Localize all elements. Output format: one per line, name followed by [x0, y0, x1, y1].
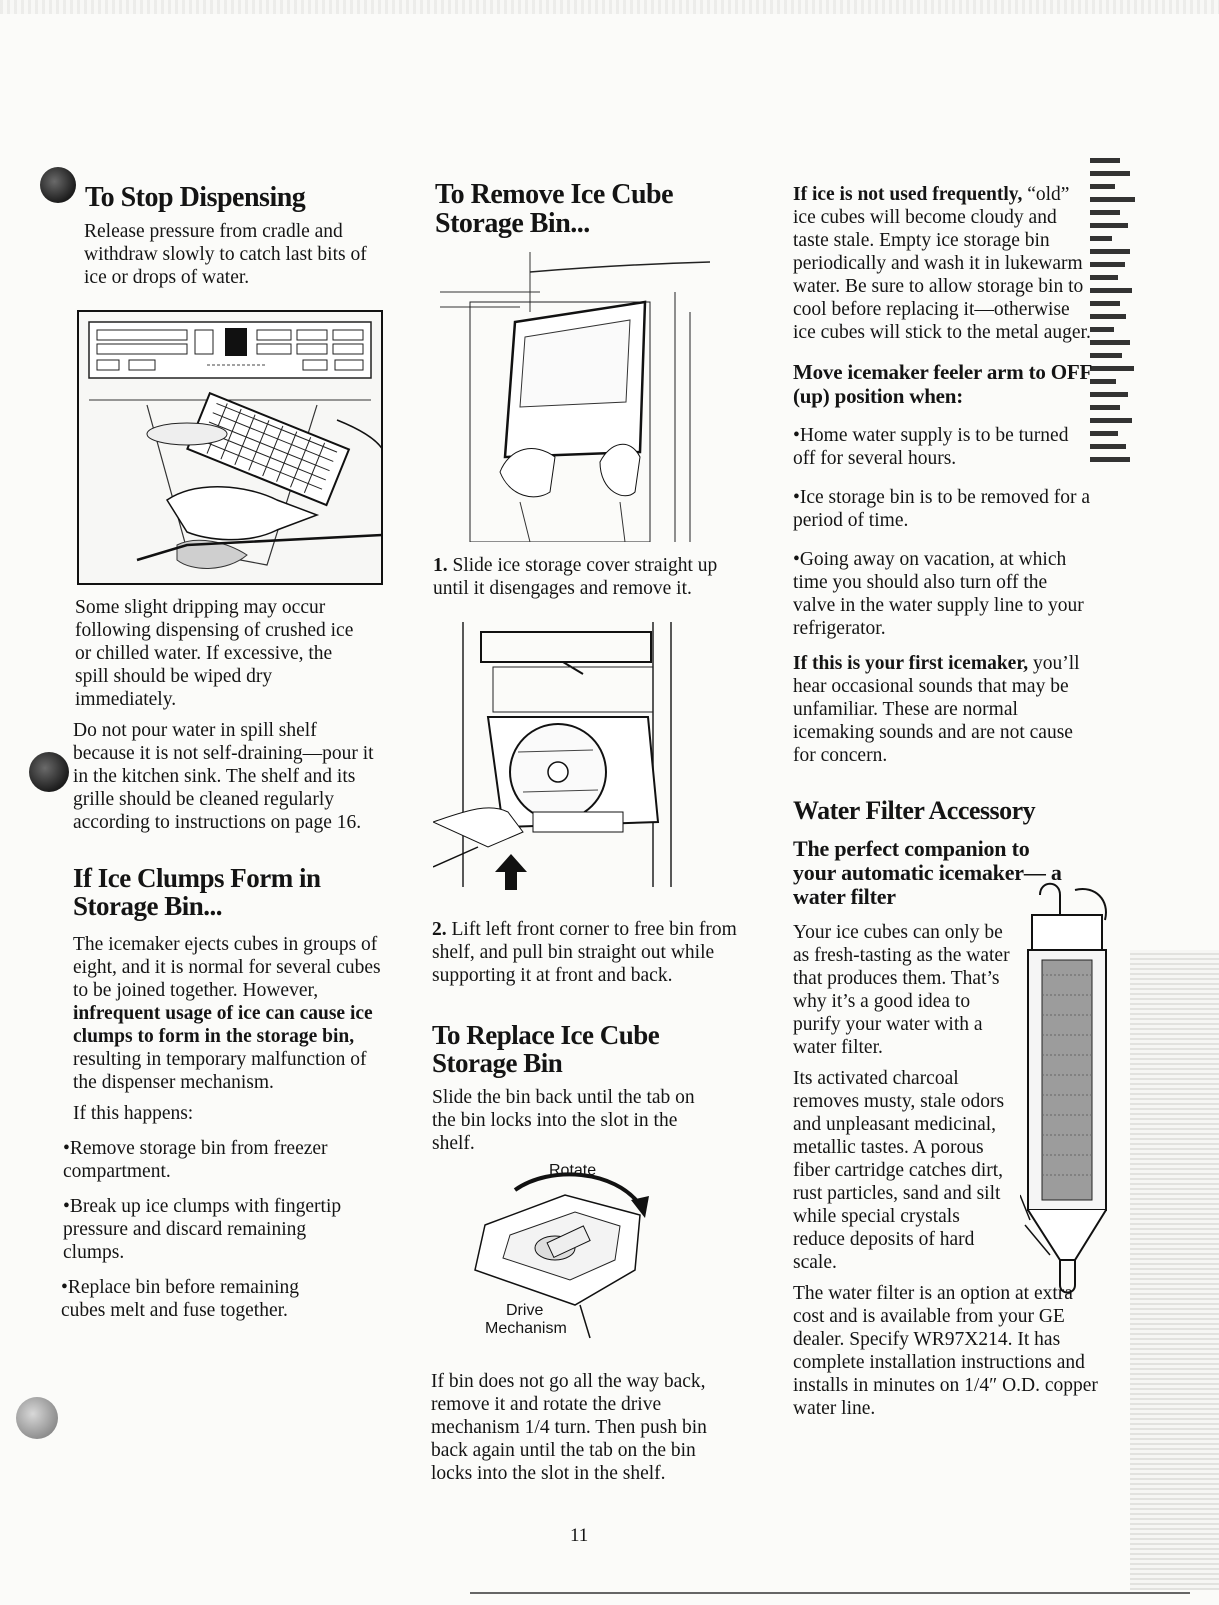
step-1-text — [433, 554, 733, 600]
if-this-happens: If this happens: — [73, 1102, 194, 1124]
water-filter-heading: Water Filter Accessory — [793, 796, 1036, 826]
drive-label: Drive — [506, 1302, 544, 1319]
page-number: 11 — [570, 1525, 589, 1546]
column-middle — [435, 180, 695, 239]
drive-mechanism-diagram — [455, 1160, 665, 1340]
dispenser-illustration — [77, 310, 383, 585]
first-icemaker-body: you’ll hear occasional sounds that may be unfamiliar. These are normal icemaking sounds and are not cause for concern. — [793, 653, 1080, 767]
spill-shelf-text: Do not pour water in spill shelf because it is not self-draining—pour it in the kitchen sink. The shelf and its grille should be cleaned regularly according to instructions on page 16. — [73, 720, 374, 833]
column-left — [70, 183, 390, 289]
not-all-the-way-block — [431, 1370, 741, 1485]
bullet-dot-mark — [29, 752, 69, 792]
ice-clumps-heading: If Ice Clumps Form in Storage Bin... — [73, 863, 321, 922]
off-bullet-1: • Home water supply is to be turned off for several hours. — [793, 424, 1093, 470]
step-1 — [433, 554, 733, 600]
first-icemaker-bold: If this is your first icemaker, — [793, 653, 1029, 675]
stop-dispensing-text: Release pressure from cradle and withdraw slowly to catch last bits of ice or drops of water. — [84, 221, 367, 289]
drive-mechanism-drawing — [455, 1160, 665, 1340]
first-icemaker-text — [793, 652, 1093, 767]
step-1-number: 1. — [433, 555, 448, 576]
column-left-lower — [61, 596, 383, 1322]
step-2-number: 2. — [432, 919, 447, 940]
replace-bin-heading: To Replace Ice Cube Storage Bin — [432, 1020, 660, 1079]
clumps-bullet-2: • Break up ice clumps with fingertip pressure and discard remaining clumps. — [63, 1195, 368, 1264]
infrequent-use-body: “old” ice cubes will become cloudy and taste stale. Empty ice storage bin periodically and wash it in lukewarm water. Be sure to allow storage bin to cool before replacing it—otherwise ice cubes will stick to the metal auger. — [793, 184, 1091, 343]
stop-dispensing-heading: To Stop Dispensing — [85, 182, 306, 213]
step-2-body: Lift left front corner to free bin from shelf, and pull bin straight out while supporting it at front and back. — [432, 919, 737, 986]
lift-bin-illustration — [433, 622, 703, 907]
infrequent-use-text — [793, 183, 1093, 344]
mechanism-label: Mechanism — [485, 1320, 567, 1337]
ice-clumps-text — [73, 933, 383, 1094]
dripping-text: Some slight dripping may occur following dispensing of crushed ice or chilled water. If excessive, the spill should be wiped dry immediately. — [75, 597, 354, 710]
scan-bottom-line — [470, 1592, 1190, 1594]
step-2-text — [432, 918, 742, 987]
remove-bin-heading: To Remove Ice Cube Storage Bin... — [435, 179, 674, 240]
water-filter-text-3: The water filter is an option at extra cost and is available from your GE dealer. Specify WR97X214. It has complete installation instructions and installs in minutes on 1/4″ O.D. copper water line. — [793, 1282, 1098, 1419]
clumps-bullet-1: • Remove storage bin from freezer compartment. — [63, 1137, 363, 1183]
step-1-body: Slide ice storage cover straight up until it disengages and remove it. — [433, 555, 718, 599]
feeler-arm-heading: Move icemaker feeler arm to OFF (up) position when: — [793, 360, 1092, 409]
infrequent-use-bold: If ice is not used frequently, — [793, 184, 1023, 205]
ice-clumps-text-bold: infrequent usage of ice can cause ice clumps to form in the storage bin, — [73, 1002, 373, 1047]
ice-clumps-text-b: resulting in temporary malfunction of the dispenser mechanism. — [73, 1048, 367, 1093]
scan-top-edge — [0, 0, 1219, 14]
water-filter-illustration — [1020, 875, 1115, 1295]
water-filter-text-2: Its activated charcoal removes musty, stale odors and unpleasant medicinal, metallic tastes. A porous fiber cartridge catches dirt, rust particles, sand and silt while special crystals reduce deposits of hard scale. — [793, 1067, 1005, 1273]
replace-bin-text: Slide the bin back until the tab on the bin locks into the slot in the shelf. — [432, 1086, 695, 1154]
remove-cover-illustration — [440, 252, 710, 542]
rotate-label: Rotate — [549, 1162, 597, 1179]
off-bullet-3: • Going away on vacation, at which time you should also turn off the valve in the water supply line to your refrigerator. — [793, 548, 1093, 640]
not-all-the-way-text: If bin does not go all the way back, remove it and rotate the drive mechanism 1/4 turn. Then push bin back again until the tab on the bin locks into the slot in the shelf. — [431, 1371, 707, 1484]
off-bullet-2: • Ice storage bin is to be removed for a period of time. — [793, 486, 1093, 532]
water-filter-text-1: Your ice cubes can only be as fresh-tasting as the water that produces them. That’s why it’s a good idea to purify your water with a water filter. — [793, 921, 1010, 1058]
clumps-bullet-3: • Replace bin before remaining cubes melt and fuse together. — [61, 1276, 336, 1322]
ice-clumps-text-a: The icemaker ejects cubes in groups of eight, and it is normal for several cubes to be joined together. However, — [73, 933, 381, 1001]
punch-hole-mark — [16, 1397, 58, 1439]
water-filter-subheading: The perfect companion to your automatic icemaker— a water filter — [793, 835, 1062, 909]
scan-right-edge-noise — [1130, 950, 1219, 1590]
column-middle-lower — [432, 918, 742, 1155]
